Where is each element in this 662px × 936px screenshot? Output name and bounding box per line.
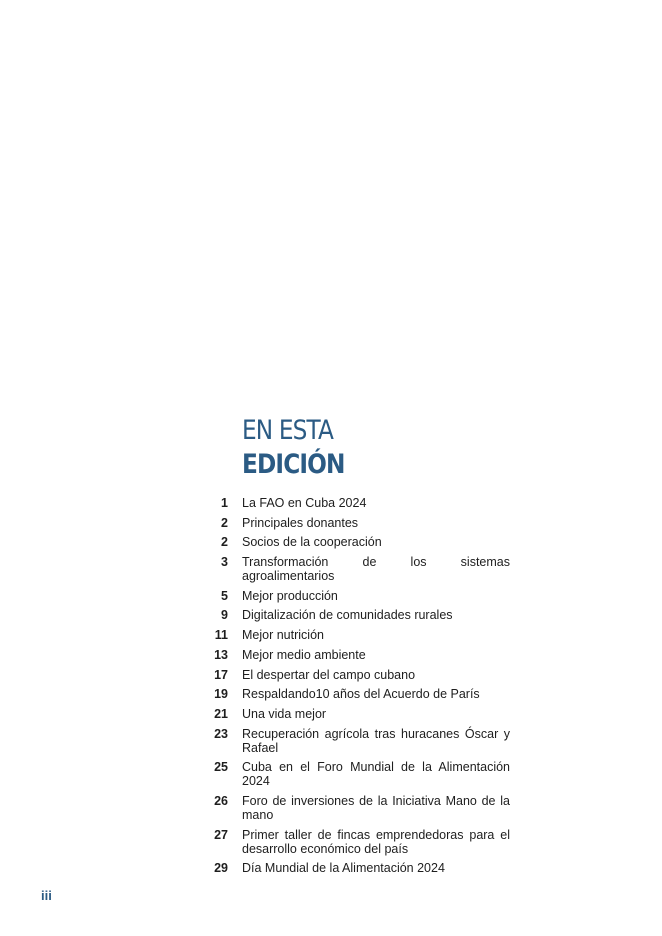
toc-page-number: 1 (221, 496, 228, 510)
toc-title: Digitalización de comunidades rurales (242, 608, 453, 623)
toc-entry[interactable] (196, 628, 510, 642)
heading-line-2: EDICIÓN (242, 449, 345, 480)
heading-line-1: EN ESTA (242, 415, 334, 446)
toc-page-number: 5 (221, 588, 228, 603)
toc-page-number: 29 (214, 861, 228, 876)
toc-title: Mejor nutrición (242, 628, 324, 643)
toc-page-number: 26 (214, 793, 228, 808)
toc-title: La FAO en Cuba 2024 (242, 496, 367, 510)
toc-entry[interactable] (196, 727, 510, 755)
toc-entry[interactable] (196, 535, 510, 549)
toc-title: Principales donantes (242, 515, 359, 530)
section-heading (242, 414, 361, 482)
toc-entry[interactable] (196, 555, 510, 583)
toc-title: Respaldando10 años del Acuerdo de París (242, 687, 480, 702)
toc-title: Una vida mejor (242, 706, 327, 721)
toc-entry[interactable] (196, 828, 510, 856)
toc-entry[interactable] (196, 589, 510, 603)
toc-page-number: 25 (214, 760, 228, 775)
toc-title: Recuperación agrícola tras huracanes Óscar y Rafael (242, 726, 510, 755)
toc-title: Mejor producción (242, 588, 338, 603)
toc-title: Primer taller de fincas emprendedoras para el desarrollo económico del país (242, 827, 510, 856)
toc-page-number: 11 (214, 628, 228, 643)
toc-page-number: 3 (221, 555, 228, 570)
toc-page-number: 2 (221, 535, 228, 550)
toc-entry[interactable] (196, 648, 510, 662)
toc-entry[interactable] (196, 794, 510, 822)
toc-page-number: 9 (221, 608, 228, 623)
toc-entry[interactable] (196, 668, 510, 682)
toc-page-number: 21 (214, 706, 228, 721)
toc-page-number: 13 (214, 647, 228, 662)
toc-title: Mejor medio ambiente (242, 647, 366, 662)
toc-page-number: 17 (214, 667, 228, 682)
toc-entry[interactable] (196, 516, 510, 530)
toc-entry[interactable] (196, 707, 510, 721)
page-number: iii (41, 888, 52, 903)
toc-page-number: 23 (214, 726, 228, 741)
toc-title: El despertar del campo cubano (242, 667, 416, 682)
toc-page-number: 2 (221, 515, 228, 530)
table-of-contents (196, 496, 510, 881)
toc-page-number: 19 (214, 687, 228, 702)
toc-entry[interactable] (196, 760, 510, 788)
toc-entry[interactable] (196, 687, 510, 701)
toc-title: Transformación de los sistemas agroalimentarios (242, 555, 510, 584)
toc-entry[interactable] (196, 608, 510, 622)
toc-title: Cuba en el Foro Mundial de la Alimentación 2024 (242, 760, 510, 789)
toc-title: Socios de la cooperación (242, 535, 382, 550)
toc-page-number: 27 (214, 827, 228, 842)
toc-entry[interactable] (196, 496, 510, 510)
toc-title: Día Mundial de la Alimentación 2024 (242, 861, 445, 876)
toc-title: Foro de inversiones de la Iniciativa Mano de la mano (242, 793, 510, 822)
toc-entry[interactable] (196, 861, 510, 875)
